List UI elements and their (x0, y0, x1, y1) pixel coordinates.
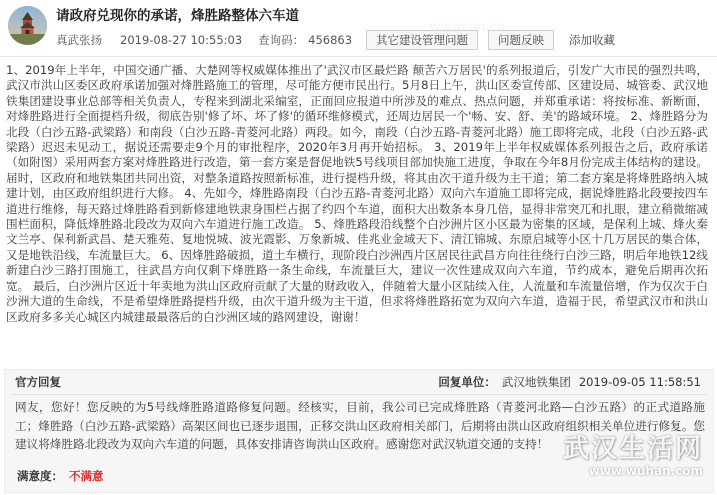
header-divider (0, 56, 717, 57)
site-watermark-url: www.wuhan.com (588, 464, 703, 478)
post-header (0, 0, 717, 54)
post-datetime: 2019-08-27 10:55:03 (120, 33, 243, 47)
official-reply-box (4, 369, 714, 493)
landmark-photo-icon (8, 6, 47, 45)
reply-divider (11, 394, 707, 395)
avatar[interactable] (8, 6, 47, 45)
post-title: 请政府兑现你的承诺，烽胜路整体六车道 (56, 8, 299, 24)
query-code-value: 456863 (308, 33, 353, 47)
post-meta (56, 30, 630, 50)
reply-unit-label: 回复单位： (438, 375, 496, 389)
satisfaction-label: 满意度： (17, 469, 63, 483)
faint-watermark: wwwcnn.cn (430, 20, 506, 35)
reply-unit-info (438, 374, 701, 390)
reply-header (5, 370, 713, 392)
query-code-label: 查询码： (258, 33, 305, 47)
satisfaction-value: 不满意 (69, 469, 104, 483)
feedback-button[interactable]: 问题反映 (488, 30, 554, 50)
reply-label: 官方回复 (15, 375, 61, 389)
category-button[interactable]: 其它建设管理问题 (366, 30, 478, 50)
reply-datetime: 2019-09-05 11:58:51 (578, 375, 701, 389)
reply-unit-name: 武汉地铁集团 (501, 375, 571, 389)
author-name[interactable]: 真武张扬 (56, 33, 102, 47)
reply-body: 网友，您好！您反映的为5号线烽胜路道路修复问题。经核实，目前，我公司已完成烽胜路（青菱河北路—白沙五路）的正式道路施工；烽胜路（白沙五路-武梁路）高架区间也已逐步退围，正移交洪山区政府相关部门，后期将由洪山区政府组织相关单位进行修复。您建议将烽胜路北段改为双向六车道的问题，具体安排请咨询洪山区政府。感谢您对武汉轨道交通的支持！ (15, 400, 705, 451)
satisfaction-row (17, 468, 104, 484)
post-body: 1、2019年上半年，中国交通广播、大楚网等权威媒体推出了'武汉市区最烂路 颠苦六万居民'的系列报道后，引发广大市民的强烈共鸣，武汉市洪山区委区政府承诺加强对烽胜路施工的管理，尽可能方便市民出行。5月8日上午，洪山区委宣传部、区建设局、城管委、武汉地铁集团建设事业总部等相关负责人，专程来到湖北采编室，正面回应报道中所涉及的难点、热点问题，并郑重承诺：将按标准、新断面，对烽胜路进行全面提档升级，彻底告别'修了坏、坏了修'的循环维修模式，还周边居民一个'畅、安、舒、美'的路域环境。 2、烽胜路分为北段（白沙五路-武梁路）和南段（白沙五路-青菱河北路）两段。如今，南段（白沙五路-青菱河北路）施工即将完成，北段（白沙五路-武梁路）迟迟未见动工，据说还需要走9个月的审批程序，2020年3月再开始招标。 3、2019年上半年权威媒体系列报告之后，政府承诺（如附图）采用两套方案对烽胜路进行改造，第一套方案是督促地铁5号线项目部加快施工进度，争取在今年8月份完成主体结构的建设。届时，区政府和地铁集团共同出资，对整条道路按照新标准，进行提档升级，将其由次干道升级为主干道；第二套方案是将烽胜路纳入城建计划，由区政府组织进行大修。 4、先如今，烽胜路南段（白沙五路-青菱河北路）双向六车道施工即将完成，据说烽胜路北段要按四车道进行维修，每天路过烽胜路看到新修建地铁隶身围栏占据了约四个车道，面积大出数条本身几倍，显得非常突兀和扎眼，建立稍微缩减围栏面积，降低烽胜路北段改为双向六车道进行施工改造。 5、烽胜路段沿线整个白沙洲片区小区最为密集的区域，是保利上城、烽火秦文兰亭、保利新武昌、楚天雅苑、复地悦城、波光霞影、万象新城、佳兆业金域天下、清江锦城、东原启城等小区十几万居民的集合体，又是地铁沿线，车流量巨大。 6、因烽胜路破损，道土车横行，现阶段白沙洲西片区居民往武昌方向往往绕行白沙三路，明后年地铁12线新建白沙三路打围施工，往武昌方向仅剩下烽胜路一条生命线，车流量巨大，建议一次性建成双向六车道，节约成本，避免后期再次拓宽。 最后，白沙洲片区近十年卖地为洪山区政府贡献了大量的财政收入，伴随着大量小区陆续入住，人流量和车流量倍增，作为仅次于白沙洲大道的生命线，不是希望烽胜路提档升级，由次干道升级为主干道，但求将烽胜路拓宽为双向六车道，造福于民，希望武汉市和洪山区政府多多关心城区内城建最最落后的白沙洲区域的路网建设，谢谢！ (6, 63, 708, 324)
add-favorite-button[interactable]: 添加收藏 (569, 33, 616, 47)
site-watermark-name: 武汉生活网 (562, 434, 703, 464)
